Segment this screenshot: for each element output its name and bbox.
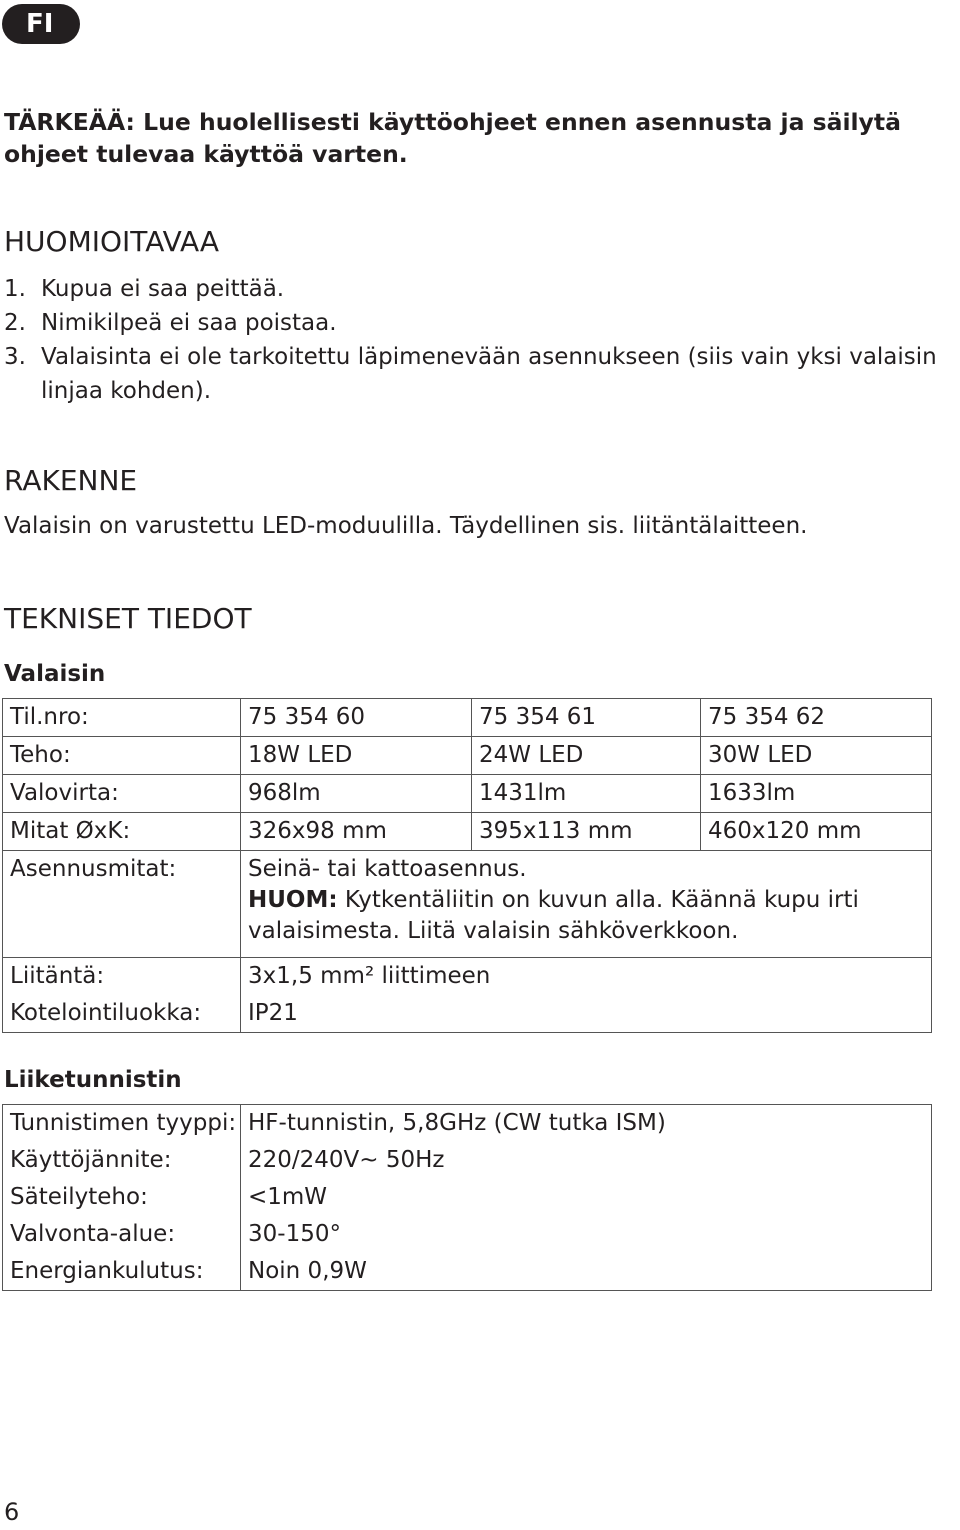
important-notice: TÄRKEÄÄ: Lue huolellisesti käyttöohjeet ennen asennusta ja säilytä ohjeet tulevaa käyttöä varten. [4,108,901,168]
list-item-number: 3. [4,344,26,370]
mounting-line: Seinä- tai kattoasennus. [248,856,527,882]
table-row [3,1105,932,1143]
cell-value: Noin 0,9W [241,1253,932,1291]
cell-value: 75 354 61 [472,699,701,737]
row-label: Tunnistimen tyyppi: [3,1105,241,1143]
table-row [3,737,932,775]
table-row [3,1179,932,1216]
table-row [3,1216,932,1253]
row-label: Liitäntä: [3,958,241,996]
row-label: Valvonta-alue: [3,1216,241,1253]
table-row [3,699,932,737]
sensor-heading: Liiketunnistin [4,1067,182,1093]
cell-value: 3x1,5 mm² liittimeen [241,958,932,996]
list-item [4,272,960,306]
cell-value: 75 354 62 [701,699,932,737]
mounting-value [241,851,932,958]
construction-text: Valaisin on varustettu LED-moduulilla. Täydellinen sis. liitäntälaitteen. [4,513,808,539]
cell-value: 75 354 60 [241,699,472,737]
list-item [4,340,960,408]
cell-value: 30W LED [701,737,932,775]
cell-value: IP21 [241,995,932,1033]
row-label: Energiankulutus: [3,1253,241,1291]
table-row [3,775,932,813]
list-item-text: Kupua ei saa peittää. [41,276,285,302]
cell-value: 395x113 mm [472,813,701,851]
list-item-text: Valaisinta ei ole tarkoitettu läpimenevään asennukseen (siis vain yksi valaisin linjaa kohden). [41,344,937,404]
cell-value: 220/240V~ 50Hz [241,1142,932,1179]
list-item-number: 2. [4,310,26,336]
table-row [3,813,932,851]
row-label: Käyttöjännite: [3,1142,241,1179]
mounting-note [248,885,931,947]
list-item [4,306,960,340]
row-label: Kotelointiluokka: [3,995,241,1033]
cell-value: 1431lm [472,775,701,813]
cell-value: 968lm [241,775,472,813]
row-label: Til.nro: [3,699,241,737]
notes-list [4,272,960,408]
construction-heading: RAKENNE [4,464,138,497]
table-row [3,851,932,958]
cell-value: <1mW [241,1179,932,1216]
sensor-spec-table [2,1104,932,1291]
page-number: 6 [4,1498,20,1526]
table-row [3,958,932,996]
huom-label: HUOM: [248,887,338,913]
cell-value: 30-150° [241,1216,932,1253]
mounting-note-text: Kytkentäliitin on kuvun alla. Käännä kupu irti valaisimesta. Liitä valaisin sähköverkkoon. [248,887,859,944]
cell-value: 326x98 mm [241,813,472,851]
row-label: Asennusmitat: [3,851,241,958]
list-item-number: 1. [4,276,26,302]
cell-value: 24W LED [472,737,701,775]
row-label: Mitat ØxK: [3,813,241,851]
tech-heading: TEKNISET TIEDOT [4,602,252,635]
list-item-text: Nimikilpeä ei saa poistaa. [41,310,337,336]
notes-heading: HUOMIOITAVAA [4,225,220,258]
table-row [3,1253,932,1291]
cell-value: HF-tunnistin, 5,8GHz (CW tutka ISM) [241,1105,932,1143]
row-label: Valovirta: [3,775,241,813]
row-label: Säteilyteho: [3,1179,241,1216]
luminaire-heading: Valaisin [4,661,106,687]
table-row [3,995,932,1033]
cell-value: 18W LED [241,737,472,775]
row-label: Teho: [3,737,241,775]
cell-value: 460x120 mm [701,813,932,851]
table-row [3,1142,932,1179]
language-badge: FI [2,4,80,44]
cell-value: 1633lm [701,775,932,813]
luminaire-spec-table [2,698,932,1033]
